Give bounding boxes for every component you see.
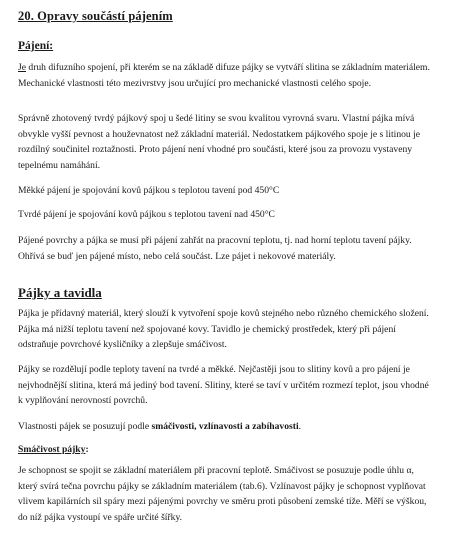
paragraph-smacivost: Je schopnost se spojit se základní materiálem při pracovní teplotě. Smáčivost se posuzuje podle úhlu α, který svírá tečna povrchu pájky se základním materiálem (tab.6). Vzlínavost pájky je schopnost vyplňovat vlivem kapilárních sil spáry mezi pájenými povrchy ve směru proti působení zemské tíže. Měří se výškou, do níž pájka vystoupí ve spáře určité šířky. [18,465,427,523]
paragraph-bold-terms: smáčivosti, vzlínavosti a zabíhavosti [151,421,299,432]
paragraph-vlastnosti-pajek [18,419,430,435]
heading-suffix: : [85,444,89,455]
paragraph-pajeni-definition [18,60,430,91]
paragraph-end: . [298,421,302,432]
paragraph-pajeni-litina: Správně zhotovený tvrdý pájkový spoj u šedé litiny se svou kvalitou vyrovná svaru. Vlastní pájka mívá obvykle vyšší pevnost a houževnatost než základní materiál. Nedostatkem pájkového spoje je s litinou je rozdílný součinitel roztažnosti. Proto pájení není vhodné pro součásti, které jsou za provozu vystaveny tepelnému namáhání. [18,113,421,171]
paragraph-text: druh difuzního spojení, při kterém se na základě difuze pájky se vytváří slitina se základním materiálem. Mechanické vlastnosti této mezivrstvy jsou určující pro mechanické vlastnosti celého spoje. [18,62,430,89]
paragraph-mekke-pajeni: Měkké pájení je spojování kovů pájkou s teplotou tavení pod 450°C [18,185,280,196]
heading-text: Smáčivost pájky [18,444,86,455]
section-heading-smacivost [18,442,430,458]
paragraph-lead-word: Je [18,62,26,73]
paragraph-pajene-povrchy: Pájené povrchy a pájka se musí při pájení zahřát na pracovní teplotu, tj. nad horní teplotu tavení pájky. Ohřívá se buď jen pájené místo, nebo celá součást. Lze pájet i nekovové materiály. [18,235,412,262]
page-title: 20. Opravy součástí pájením [18,9,173,23]
section-heading-pajeni: Pájení: [18,40,54,52]
paragraph-tvrde-pajeni: Tvrdé pájení je spojování kovů pájkou s teplotou tavení nad 450°C [18,209,275,220]
paragraph-pajka-definition: Pájka je přídavný materiál, který slouží k vytvoření spoje kovů stejného nebo různého chemického složení. Pájka má nižší teplotu tavení než spojované kovy. Tavidlo je chemický prostředek, který při pájení odstraňuje povrchové kysličníky a zlepšuje smáčivost. [18,308,429,351]
paragraph-pajky-rozdeleni: Pájky se rozdělují podle teploty tavení na tvrdé a měkké. Nejčastěji jsou to slitiny kovů a pro pájení je nejvhodnější slitina, která má jediný bod tavení. Slitiny, které se taví v určitém rozmezí teplot, jsou vhodné k vyplňování nerovností povrchů. [18,364,429,407]
paragraph-text: Vlastnosti pájek se posuzují podle [18,421,152,432]
section-heading-pajky: Pájky a tavidla [18,285,102,300]
